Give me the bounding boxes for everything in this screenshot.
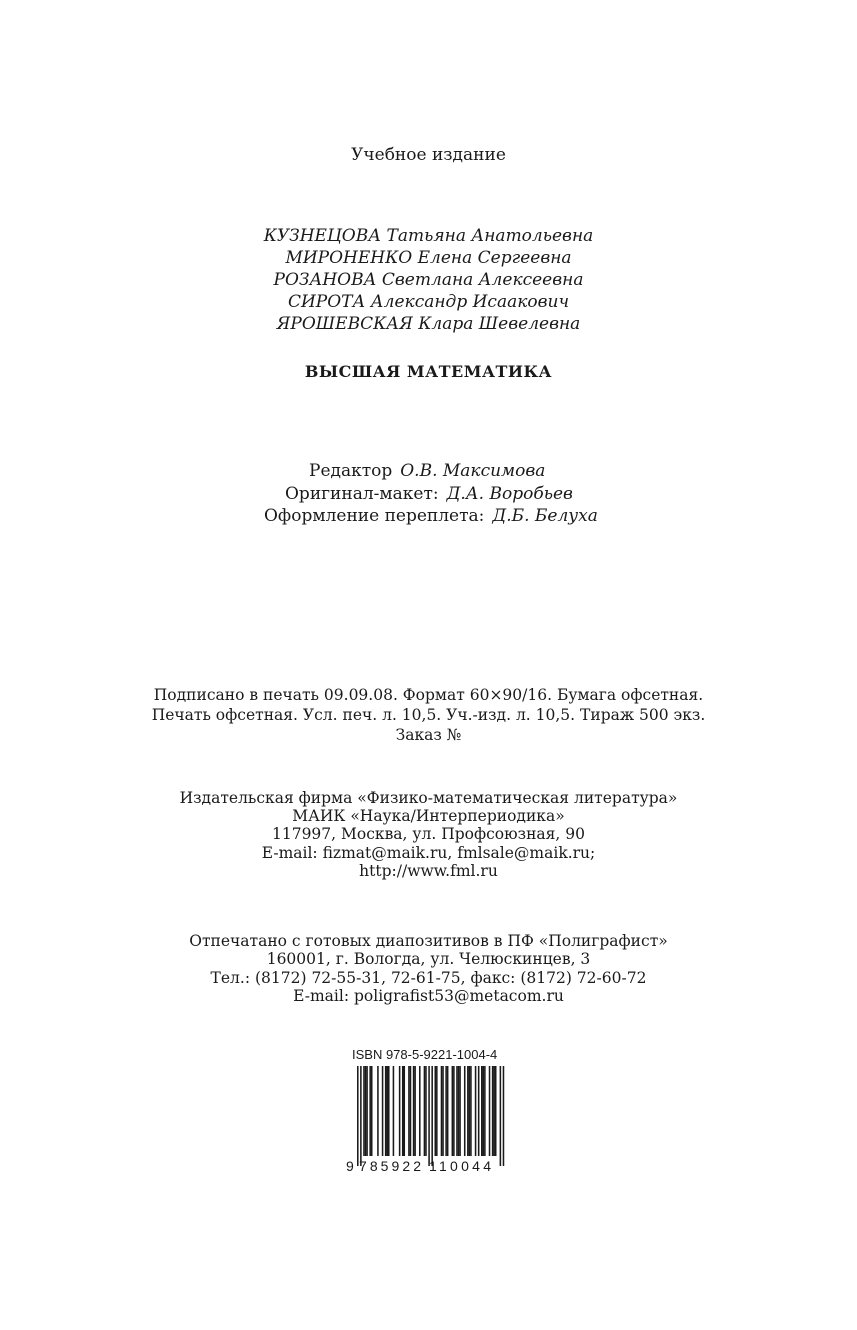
barcode-bar — [413, 1066, 415, 1156]
printer-line: E-mail: poligrafist53@metacom.ru — [293, 987, 564, 1005]
publisher-line: Издательская фирма «Физико-математическая литература» — [179, 789, 678, 807]
isbn-label: ISBN 978-5-9221-1004-4 — [352, 1047, 498, 1062]
barcode-bar — [377, 1066, 379, 1156]
author-name: Елена Сергеевна — [417, 248, 572, 268]
barcode-bar — [503, 1066, 505, 1166]
barcode-bar — [371, 1066, 373, 1156]
barcode-bar — [410, 1066, 412, 1156]
barcode-bar — [388, 1066, 390, 1156]
author-line — [0, 248, 857, 268]
barcode-bar — [365, 1066, 367, 1156]
barcode-bar — [484, 1066, 486, 1156]
barcode-bar — [399, 1066, 401, 1156]
edition-type: Учебное издание — [351, 145, 506, 165]
author-name: Татьяна Анатольевна — [386, 226, 594, 246]
isbn-barcode — [345, 1064, 510, 1174]
credit-name: О.В. Максимова — [400, 461, 546, 481]
barcode-bar — [464, 1066, 466, 1156]
credit-name: Д.Б. Белуха — [492, 506, 598, 526]
author-name: Светлана Алексеевна — [381, 270, 584, 290]
print-info-line: Подписано в печать 09.09.08. Формат 60×90/16. Бумага офсетная. — [153, 686, 704, 704]
barcode-bar — [495, 1066, 497, 1156]
barcode-bar — [467, 1066, 469, 1156]
barcode-bar — [425, 1066, 427, 1156]
credit-role: Оригинал-макет: — [285, 484, 439, 504]
barcode-bar — [428, 1066, 430, 1166]
book-title: ВЫСШАЯ МАТЕМАТИКА — [304, 362, 553, 381]
barcode-bar — [470, 1066, 472, 1156]
barcode-left-digits: 785922 — [359, 1158, 421, 1174]
credit-layout — [285, 484, 573, 504]
printer-line: Тел.: (8172) 72-55-31, 72-61-75, факс: (8172) 72-60-72 — [210, 969, 647, 987]
author-surname: СИРОТА — [287, 292, 366, 312]
barcode-bar — [385, 1066, 387, 1156]
barcode-bar — [441, 1066, 443, 1156]
barcode-bar — [453, 1066, 455, 1156]
printer-line: Отпечатано с готовых диапозитивов в ПФ «Полиграфист» — [189, 932, 668, 950]
author-line — [0, 226, 857, 246]
barcode-bar — [481, 1066, 483, 1156]
barcode-bar — [452, 1066, 454, 1156]
credit-editor — [309, 461, 545, 481]
barcode-bar — [357, 1066, 359, 1166]
barcode-bar — [424, 1066, 426, 1156]
barcode-right-digits: 110044 — [429, 1158, 491, 1174]
print-info-line: Печать офсетная. Усл. печ. л. 10,5. Уч.-изд. л. 10,5. Тираж 500 экз. — [151, 706, 706, 724]
barcode-bar — [459, 1066, 461, 1156]
barcode-bar — [369, 1066, 371, 1156]
author-surname: ЯРОШЕВСКАЯ — [276, 314, 413, 334]
publisher-line: http://www.fml.ru — [359, 862, 498, 880]
author-name: Александр Исаакович — [370, 292, 570, 312]
barcode-bar — [447, 1066, 449, 1156]
barcode-bar — [386, 1066, 388, 1156]
barcode-bar — [436, 1066, 438, 1156]
publisher-line: МАИК «Наука/Интерпериодика» — [292, 807, 565, 825]
printer-line: 160001, г. Вологда, ул. Челюскинцев, 3 — [266, 950, 591, 968]
barcode-bar — [431, 1066, 433, 1166]
author-surname: МИРОНЕНКО — [285, 248, 413, 268]
author-line — [0, 314, 857, 334]
barcode-bar — [469, 1066, 471, 1156]
credit-role: Оформление переплета: — [264, 506, 485, 526]
barcode-bar — [404, 1066, 406, 1156]
barcode-bar — [393, 1066, 395, 1156]
barcode-bar — [492, 1066, 494, 1156]
barcode-bar — [483, 1066, 485, 1156]
barcode-first-digit: 9 — [346, 1158, 354, 1174]
publisher-line: E-mail: fizmat@maik.ru, fmlsale@maik.ru; — [261, 844, 596, 862]
barcode-bar — [493, 1066, 495, 1156]
publisher-line: 117997, Москва, ул. Профсоюзная, 90 — [271, 825, 586, 843]
barcode-bar — [414, 1066, 416, 1156]
credit-cover — [264, 506, 598, 526]
barcode-bar — [366, 1066, 368, 1156]
barcode-bar — [402, 1066, 404, 1156]
author-line — [0, 292, 857, 312]
barcode-bar — [456, 1066, 458, 1156]
barcode-bars — [357, 1066, 504, 1166]
barcode-bar — [363, 1066, 365, 1156]
barcode-bar — [445, 1066, 447, 1156]
barcode-bar — [435, 1066, 437, 1156]
print-info-line: Заказ № — [395, 726, 462, 744]
barcode-bar — [458, 1066, 460, 1156]
credit-name: Д.А. Воробьев — [446, 484, 573, 504]
author-surname: РОЗАНОВА — [273, 270, 377, 290]
author-line — [0, 270, 857, 290]
barcode-bar — [408, 1066, 410, 1156]
barcode-bar — [500, 1066, 502, 1166]
credit-role: Редактор — [309, 461, 393, 481]
barcode-bar — [489, 1066, 491, 1156]
barcode-bar — [419, 1066, 421, 1156]
barcode-bar — [478, 1066, 480, 1156]
barcode-bar — [360, 1066, 362, 1166]
barcode-bar — [475, 1066, 477, 1156]
barcode-bar — [382, 1066, 384, 1156]
author-surname: КУЗНЕЦОВА — [263, 226, 382, 246]
barcode-bar — [442, 1066, 444, 1156]
author-name: Клара Шевелевна — [418, 314, 581, 334]
